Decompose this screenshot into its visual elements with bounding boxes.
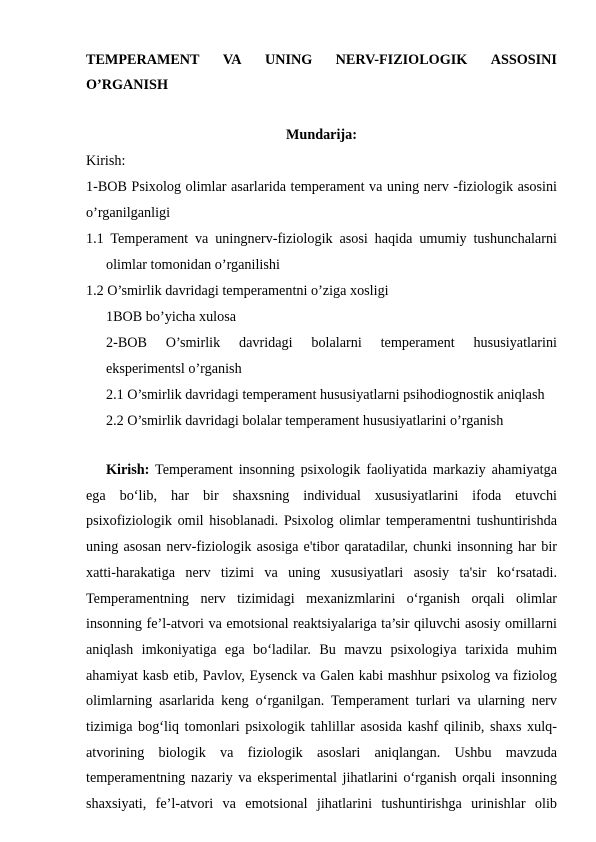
title-line-2: O’RGANISH <box>86 77 168 93</box>
intro-line: aniqlash imkoniyatiga ega bo‘ladilar. Bu mavzu psixologiya tarixida muhim <box>86 641 557 658</box>
toc-word: hususiyatlarini <box>473 335 557 351</box>
intro-line: Kirish: Temperament insonning psixologik faoliyatida markaziy ahamiyatga <box>106 462 558 478</box>
intro-line: atvorining biologik va fiziologik asoslari aniqlangan. Ushbu mavzuda <box>86 744 557 761</box>
intro-paragraph <box>86 458 557 818</box>
document-page <box>86 48 557 818</box>
intro-lead: Kirish: <box>106 462 150 478</box>
toc-chapter-1-line-1: 1-BOB Psixolog olimlar asarlarida temperament va uning nerv -fiziologik asosini <box>86 179 557 195</box>
intro-line: ega bo‘lib, har bir shaxsning individual xususiyatlarini ifoda etuvchi <box>86 487 557 504</box>
toc-chapter-2-line-2: eksperimentsl o’rganish <box>106 361 242 377</box>
toc-word: davridagi <box>238 335 293 351</box>
title-word: NERV-FIZIOLOGIK <box>335 52 468 68</box>
toc-chapter-1-line-2: o’rganilganligi <box>86 205 171 221</box>
document-title <box>86 48 557 98</box>
title-word: VA <box>222 52 242 68</box>
toc-word: 2-BOB <box>106 335 147 351</box>
intro-line: psixofiziologik omil hisoblanadi. Psixolog olimlar temperamentni tushuntirishda <box>86 513 557 530</box>
intro-line: tizimiga bog‘liq tomonlari psixologik tahlillar asosida kashf qilinib, shaxs xulq- <box>86 719 557 736</box>
title-line-1 <box>86 48 557 73</box>
intro-line: temperamentning nazariy va eksperimental jihatlarini o‘rganish orqali insonning <box>86 770 557 787</box>
intro-line: Temperamentning nerv tizimidagi mexanizmlarini o‘rganish orqali olimlar <box>86 590 557 607</box>
toc-word: bolalarni <box>311 335 362 351</box>
intro-line: insonning fe’l-atvori va emotsional reaktsiyalariga ta’sir qiluvchi asosiy omillarni <box>86 616 557 633</box>
intro-line: uning asosan nerv-fiziologik asosiga e'tibor qaratadilar, chunki insonning har bir <box>86 539 557 556</box>
title-word: TEMPERAMENT <box>86 52 200 68</box>
contents-heading: Mundarija: <box>286 127 357 143</box>
toc-section-1-1-line-2: olimlar tomonidan o’rganilishi <box>106 257 280 273</box>
toc-section-2-1: 2.1 O’smirlik davridagi temperament hususiyatlarni psihodiognostik aniqlash <box>106 387 545 403</box>
toc-chapter-2-line-1 <box>86 330 557 356</box>
intro-line: ahamiyat kasb etib, Pavlov, Eysenck va Galen kabi mashhur psixolog va fiziolog <box>86 667 557 684</box>
toc-section-2-2: 2.2 O’smirlik davridagi bolalar temperament hususiyatlarini o’rganish <box>106 413 504 429</box>
toc-section-1-2: 1.2 O’smirlik davridagi temperamentni o’ziga xosligi <box>86 283 389 299</box>
intro-line: shaxsiyati, fe’l-atvori va emotsional jihatlarini tushuntirishga urinishlar olib <box>86 796 557 813</box>
toc-intro: Kirish: <box>86 153 126 169</box>
title-word: ASSOSINI <box>490 52 557 68</box>
toc-word: O’smirlik <box>165 335 221 351</box>
table-of-contents <box>86 148 557 434</box>
toc-chapter-1-conclusion: 1BOB bo’yicha xulosa <box>106 309 237 325</box>
intro-line: olimlarning asarlarida keng o‘rganilgan. Temperament turlari va ularning nerv <box>86 693 557 710</box>
title-word: UNING <box>264 52 313 68</box>
intro-line: xatti-harakatiga nerv tizimi va uning xususiyatlari asosiy ta'sir ko‘rsatadi. <box>86 564 557 581</box>
toc-section-1-1-line-1: 1.1 Temperament va uningnerv-fiziologik asosi haqida umumiy tushunchalarni <box>86 231 557 247</box>
toc-word: temperament <box>380 335 455 351</box>
